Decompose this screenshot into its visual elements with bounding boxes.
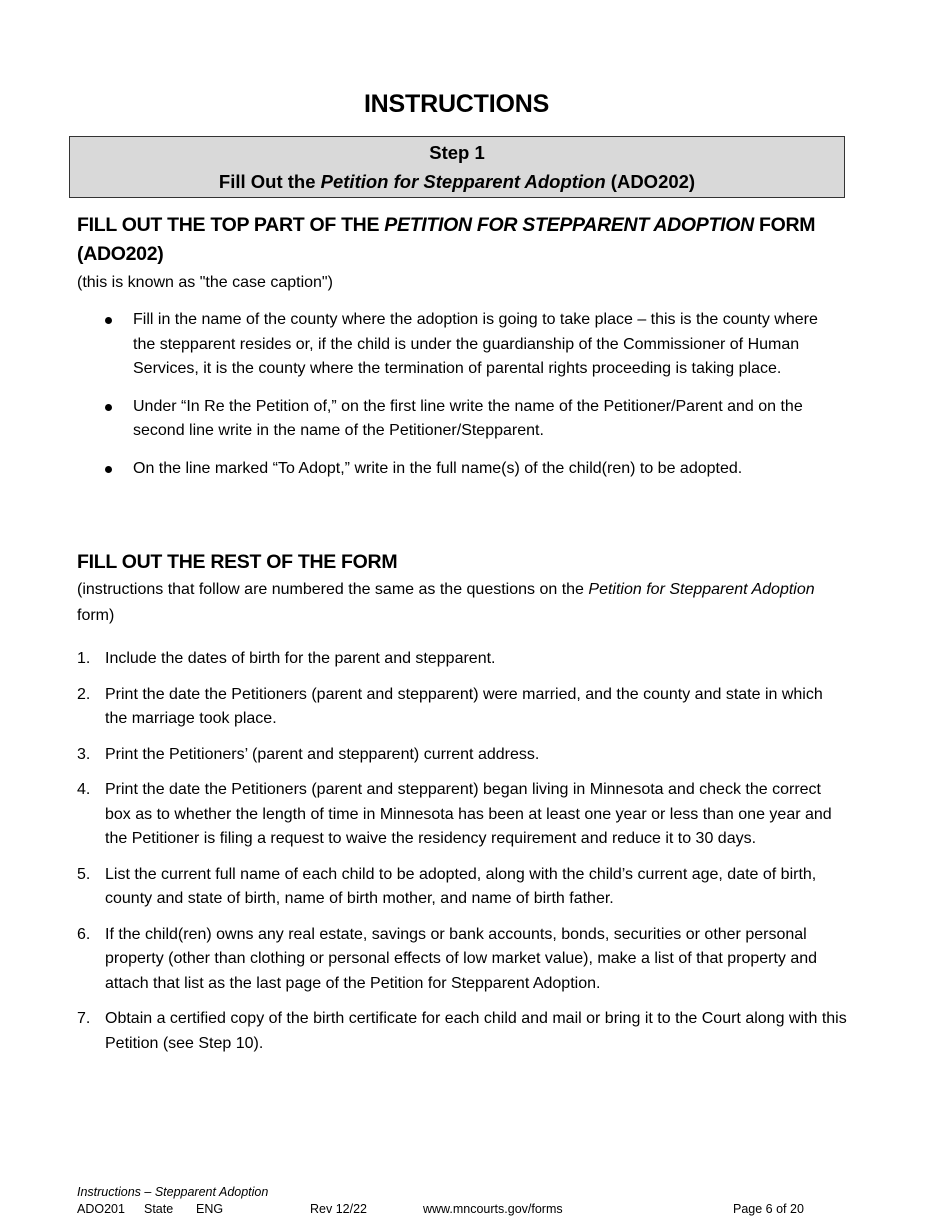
step-header-box	[69, 136, 845, 198]
list-item: Fill in the name of the county where the adoption is going to take place – this is the county where the stepparent resides or, if the child is under the guardianship of the Commissioner of Human Services, it is the county where the termination of parental rights proceeding is taking place.	[105, 308, 835, 382]
numbering-note: (instructions that follow are numbered the same as the questions on the Petition for Stepparent Adoption form)	[77, 581, 815, 624]
list-item: 7. Obtain a certified copy of the birth certificate for each child and mail or bring it to the Court along with this Petition (see Step 10).	[77, 1010, 847, 1052]
list-item: Under “In Re the Petition of,” on the first line write the name of the Petitioner/Parent and on the second line write in the name of the Petitioner/Stepparent.	[105, 395, 835, 444]
footer-language: ENG	[196, 1202, 224, 1216]
form-name: Petition for Stepparent Adoption	[320, 171, 606, 192]
bullet-icon	[105, 404, 112, 411]
step-label: Step 1	[429, 142, 485, 163]
case-caption-note: (this is known as "the case caption")	[77, 274, 333, 291]
footer-form-code: ADO201	[77, 1202, 125, 1216]
section-heading-top-part: FILL OUT THE TOP PART OF THE PETITION FOR STEPPARENT ADOPTION FORM (ADO202)	[77, 214, 816, 265]
footer-jurisdiction: State	[144, 1202, 174, 1216]
page-title: INSTRUCTIONS	[363, 90, 550, 118]
list-item: 1. Include the dates of birth for the parent and stepparent.	[77, 650, 496, 667]
section-heading-rest-of-form: FILL OUT THE REST OF THE FORM	[77, 551, 398, 573]
list-item: 4. Print the date the Petitioners (parent and stepparent) began living in Minnesota and check the correct box as to whether the length of time in Minnesota has been at least one year or less than one year and the Petitioner is filing a request to waive the residency requirement and reduce it to 30 days.	[77, 781, 832, 847]
caption-bullet-list	[105, 308, 835, 494]
list-item: 3. Print the Petitioners’ (parent and stepparent) current address.	[77, 745, 540, 763]
bullet-icon	[105, 466, 112, 473]
list-item: 2. Print the date the Petitioners (parent and stepparent) were married, and the county and state in which the marriage took place.	[77, 685, 823, 727]
list-item: On the line marked “To Adopt,” write in the full name(s) of the child(ren) to be adopted.	[105, 457, 835, 482]
footer-page-number: Page 6 of 20	[733, 1202, 804, 1216]
numbered-instructions	[77, 647, 847, 1067]
footer-url[interactable]: www.mncourts.gov/forms	[423, 1202, 563, 1216]
step-description: Fill Out the Petition for Stepparent Adoption (ADO202)	[218, 171, 696, 192]
page-footer	[77, 1184, 837, 1218]
footer-revision: Rev 12/22	[310, 1202, 367, 1216]
list-item: 6. If the child(ren) owns any real estate, savings or bank accounts, bonds, securities or other personal property (other than clothing or personal effects of low market value), make a list of that property and attach that list as the last page of the Petition for Stepparent Adoption.	[77, 925, 818, 992]
bullet-icon	[105, 317, 112, 324]
footer-title: Instructions – Stepparent Adoption	[77, 1185, 269, 1199]
footer-meta-row	[77, 1201, 837, 1218]
list-item: 5. List the current full name of each child to be adopted, along with the child’s current age, date of birth, county and state of birth, name of birth mother, and name of birth father.	[77, 865, 817, 907]
